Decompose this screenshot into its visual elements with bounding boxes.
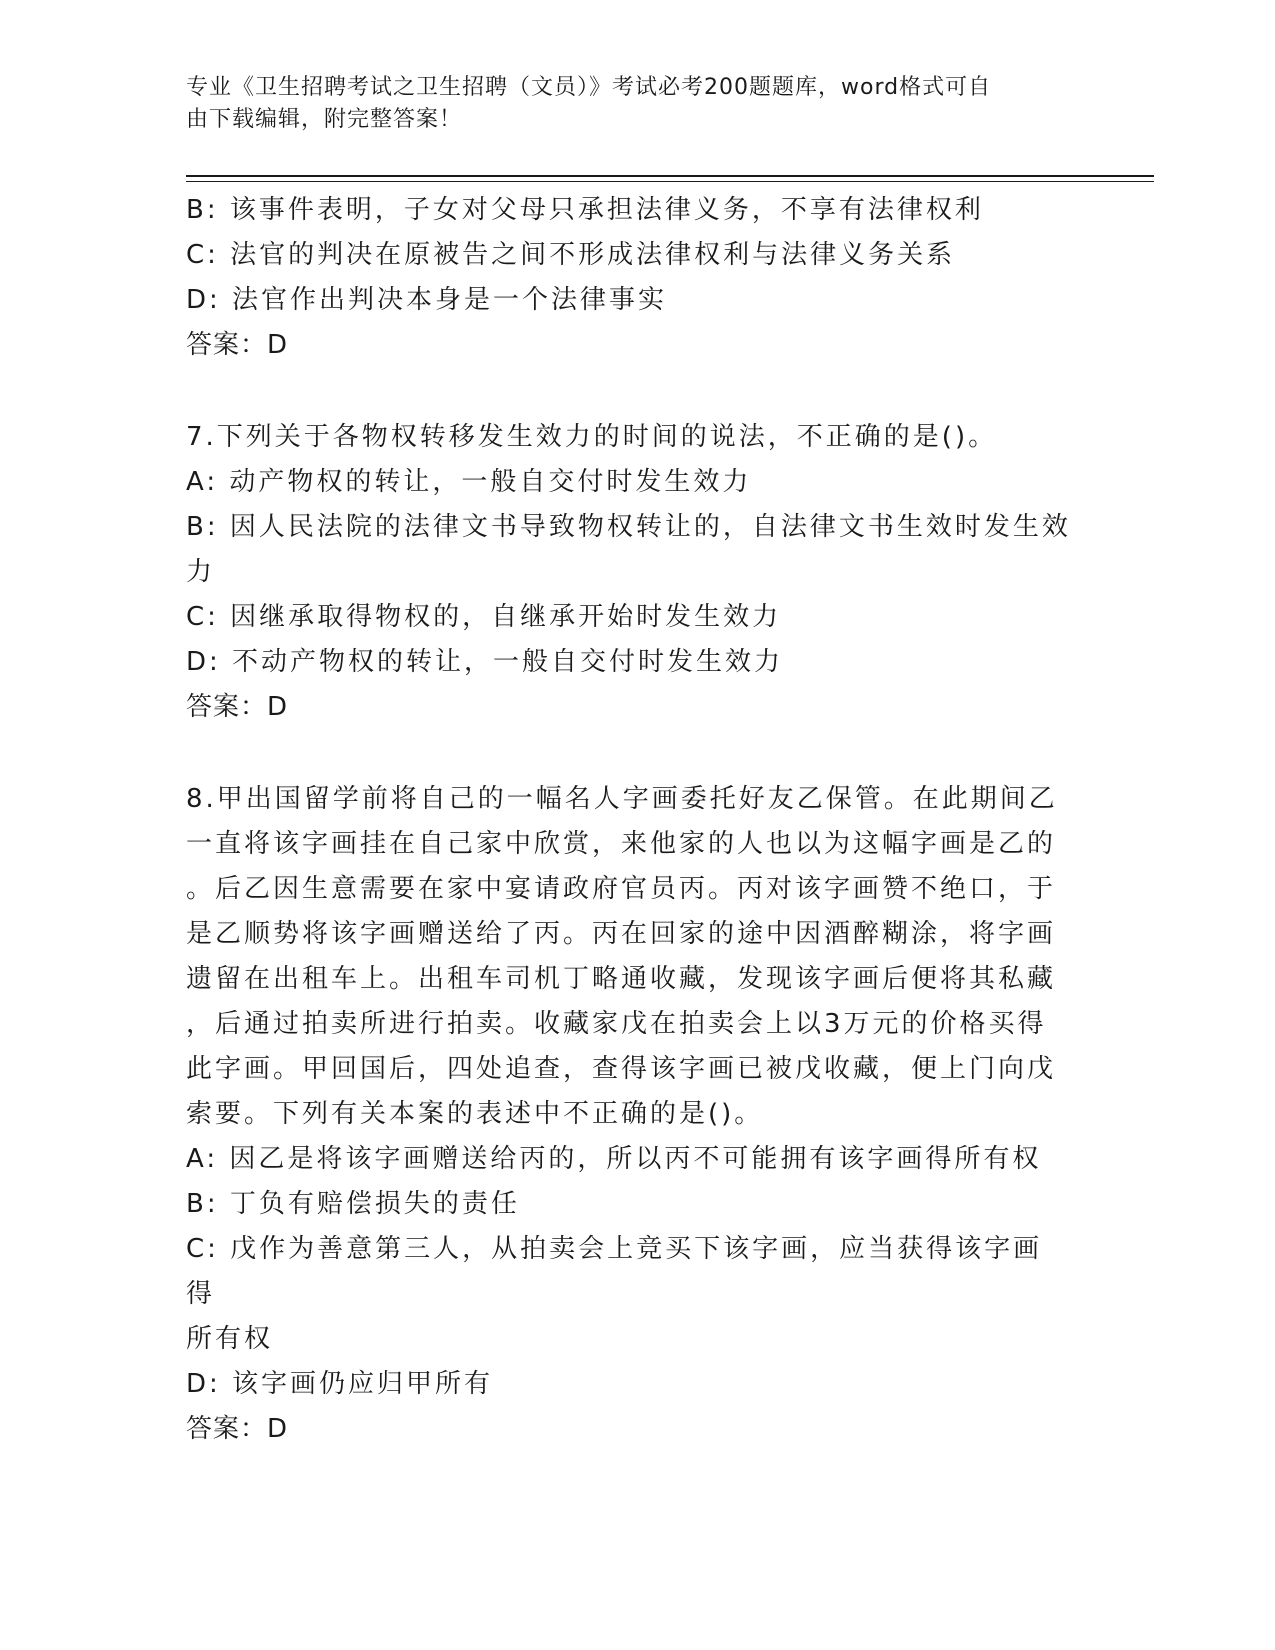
header-rule-thin	[186, 181, 1154, 182]
option-c: C: 法官的判决在原被告之间不形成法律权利与法律义务关系	[186, 240, 956, 270]
option-c: C: 戊作为善意第三人，从拍卖会上竞买下该字画，应当获得该字画得	[186, 1234, 1043, 1309]
option-d: D: 不动产物权的转让，一般自交付时发生效力	[186, 647, 784, 677]
question-stem-line-4: 是乙顺势将该字画赠送给了丙。丙在回家的途中因酒醉糊涂，将字画	[186, 919, 1057, 949]
option-c-continued: 所有权	[186, 1324, 274, 1354]
question-stem-line-6: ，后通过拍卖所进行拍卖。收藏家戊在拍卖会上以3万元的价格买得	[186, 1009, 1047, 1039]
option-b: B: 该事件表明，子女对父母只承担法律义务，不享有法律权利	[186, 195, 984, 225]
question-spacer	[186, 730, 1071, 777]
answer-line: 答案：D	[186, 1414, 289, 1444]
option-c: C: 因继承取得物权的，自继承开始时发生效力	[186, 602, 782, 632]
option-d: D: 法官作出判决本身是一个法律事实	[186, 285, 668, 315]
header-line-2: 由下载编辑，附完整答案！	[186, 107, 463, 132]
question-stem: 7.下列关于各物权转移发生效力的时间的说法，不正确的是()。	[186, 422, 998, 452]
question-stem-line-2: 一直将该字画挂在自己家中欣赏，来他家的人也以为这幅字画是乙的	[186, 829, 1057, 859]
option-b: B: 因人民法院的法律文书导致物权转让的，自法律文书生效时发生效	[186, 512, 1071, 542]
question-stem-line-1: 8.甲出国留学前将自己的一幅名人字画委托好友乙保管。在此期间乙	[186, 784, 1058, 814]
answer-line: 答案：D	[186, 692, 289, 722]
answer-line: 答案：D	[186, 330, 289, 360]
header-rule-thick	[186, 175, 1154, 177]
question-stem-line-3: 。后乙因生意需要在家中宴请政府官员丙。丙对该字画赞不绝口，于	[186, 874, 1057, 904]
question-8	[186, 777, 1071, 1452]
option-b: B: 丁负有赔偿损失的责任	[186, 1189, 520, 1219]
question-spacer	[186, 368, 1071, 415]
document-body	[186, 188, 1071, 1452]
question-stem-line-8: 索要。下列有关本案的表述中不正确的是()。	[186, 1099, 764, 1129]
document-header	[186, 72, 1066, 136]
question-stem-line-5: 遗留在出租车上。出租车司机丁略通收藏，发现该字画后便将其私藏	[186, 964, 1057, 994]
question-7	[186, 415, 1071, 730]
question-stem-line-7: 此字画。甲回国后，四处追查，查得该字画已被戊收藏，便上门向戊	[186, 1054, 1057, 1084]
option-a: A: 因乙是将该字画赠送给丙的，所以丙不可能拥有该字画得所有权	[186, 1144, 1042, 1174]
question-6-continuation	[186, 188, 1071, 368]
option-d: D: 该字画仍应归甲所有	[186, 1369, 494, 1399]
header-line-1: 专业《卫生招聘考试之卫生招聘（文员）》考试必考200题题库，word格式可自	[186, 75, 992, 100]
option-a: A: 动产物权的转让，一般自交付时发生效力	[186, 467, 752, 497]
option-b-continued: 力	[186, 557, 216, 587]
